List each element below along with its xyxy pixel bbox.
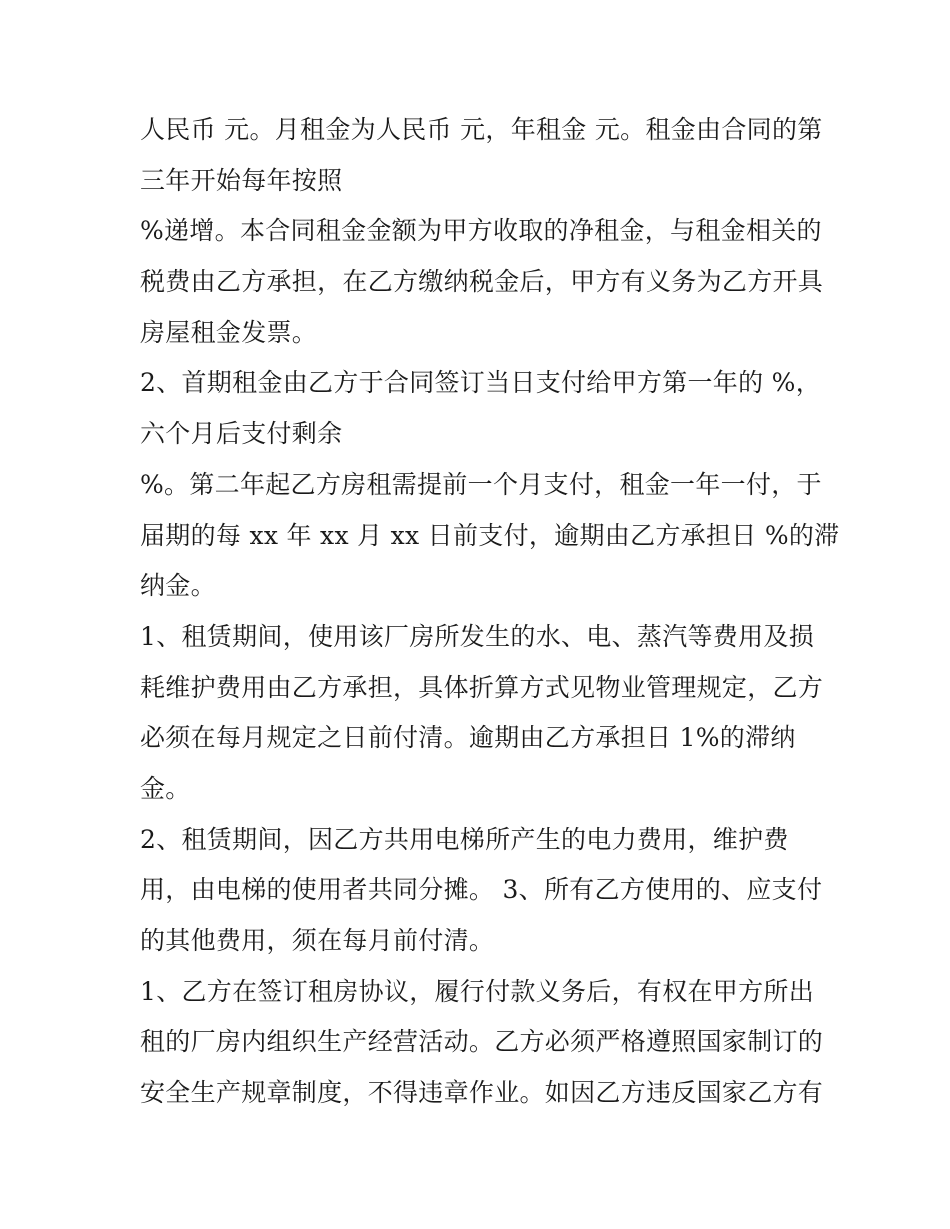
- document-body: [140, 105, 840, 1119]
- text-line: 耗维护费用由乙方承担，具体折算方式见物业管理规定，乙方: [140, 672, 824, 702]
- text-line: 六个月后支付剩余: [140, 419, 343, 449]
- text-line: 的其他费用，须在每月前付清。: [140, 926, 495, 955]
- text-line: 租的厂房内组织生产经营活动。乙方必须严格遵照国家制订的: [140, 1027, 824, 1057]
- text-line: 三年开始每年按照: [140, 165, 343, 195]
- text-line: 税费由乙方承担，在乙方缴纳税金后，甲方有义务为乙方开具: [140, 267, 824, 297]
- text-line: 1、租赁期间，使用该厂房所发生的水、电、蒸汽等费用及损: [140, 621, 815, 651]
- text-line: 房屋租金发票。: [140, 317, 318, 347]
- text-line: 1、乙方在签订租房协议，履行付款义务后，有权在甲方所出: [140, 976, 815, 1006]
- text-line: 人民币 元。月租金为人民币 元，年租金 元。租金由合同的第: [140, 115, 823, 144]
- text-line: 安全生产规章制度，不得违章作业。如因乙方违反国家乙方有: [140, 1078, 824, 1108]
- text-line: 纳金。: [140, 571, 216, 601]
- text-line: 金。: [140, 773, 191, 803]
- text-line: %。第二年起乙方房租需提前一个月支付，租金一年一付，于: [140, 469, 822, 499]
- text-line: 必须在每月规定之日前付清。逾期由乙方承担日 1%的滞纳: [140, 723, 796, 753]
- text-line: %递增。本合同租金金额为甲方收取的净租金，与租金相关的: [140, 216, 822, 246]
- text-line: 2、首期租金由乙方于合同签订当日支付给甲方第一年的 %，: [140, 368, 822, 398]
- text-line: 2、租赁期间，因乙方共用电梯所产生的电力费用，维护费: [140, 824, 789, 854]
- text-line: 用，由电梯的使用者共同分摊。 3、所有乙方使用的、应支付: [140, 875, 823, 905]
- text-line: 届期的每 xx 年 xx 月 xx 日前支付，逾期由乙方承担日 %的滞: [140, 520, 840, 550]
